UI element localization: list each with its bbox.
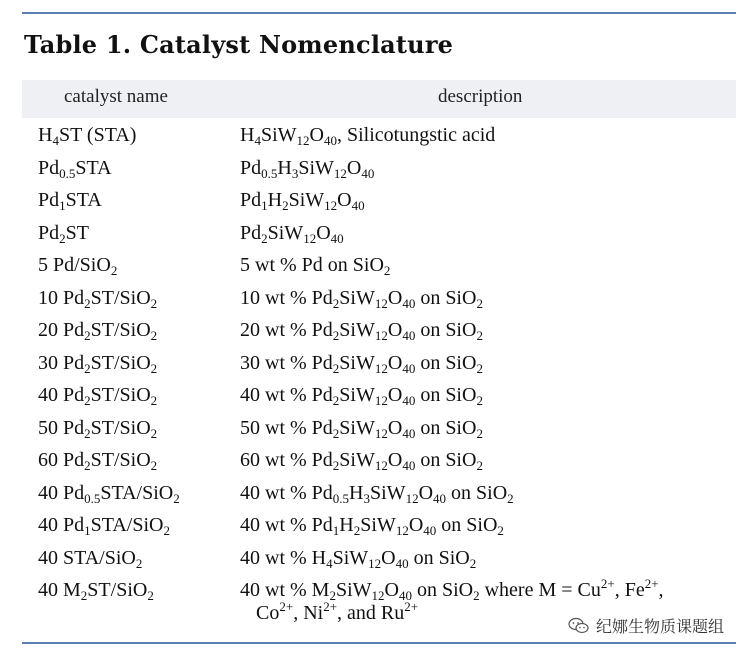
description-cell: 10 wt % $Pd_2SiW_{12}O_{40}$ on SiO$_2$ bbox=[240, 286, 483, 311]
catalyst-name-cell: $Pd_{0.5}STA$ bbox=[38, 156, 112, 181]
table-row bbox=[0, 187, 750, 219]
description-cell: 60 wt % $Pd_2SiW_{12}O_{40}$ on SiO$_2$ bbox=[240, 449, 483, 473]
watermark-text: 纪娜生物质课题组 bbox=[595, 617, 724, 636]
description-cell: 30 wt % $Pd_2SiW_{12}O_{40}$ on SiO$_2$ bbox=[240, 351, 483, 376]
catalyst-name-cell: $H_4ST$ (STA) bbox=[38, 124, 137, 148]
description-cell: $Pd_{0.5}H_3SiW_{12}O_{40}$ bbox=[240, 156, 375, 181]
table-row bbox=[0, 512, 750, 544]
description-cell: $Pd_1H_2SiW_{12}O_{40}$ bbox=[240, 189, 365, 213]
catalyst-name-cell: $Pd_2ST$ bbox=[38, 221, 89, 246]
catalyst-name-cell: 20 $Pd_2ST/SiO_2$ bbox=[38, 319, 158, 343]
watermark bbox=[564, 612, 728, 639]
description-cell: 40 wt % $Pd_2SiW_{12}O_{40}$ on SiO$_2$ bbox=[240, 384, 483, 408]
table-row bbox=[0, 447, 750, 479]
description-cell-continuation: $Co^{2+}$, $Ni^{2+}$, and $Ru^{2+}$ bbox=[256, 599, 419, 624]
description-cell: 5 wt % Pd on SiO$_2$ bbox=[240, 254, 391, 278]
catalyst-name-cell: 40 $M_2ST/SiO_2$ bbox=[38, 579, 154, 603]
table-title: Table 1. Catalyst Nomenclature bbox=[24, 30, 454, 59]
catalyst-name-cell: 40 $Pd_2ST/SiO_2$ bbox=[38, 384, 158, 408]
table-row bbox=[0, 252, 750, 284]
table-row bbox=[0, 285, 750, 317]
catalyst-name-cell: 40 $Pd_{0.5}STA/SiO_2$ bbox=[38, 481, 180, 506]
table-row bbox=[0, 350, 750, 382]
description-cell: 40 wt % $Pd_{0.5}H_3SiW_{12}O_{40}$ on SiO$_2$ bbox=[240, 481, 514, 506]
table-row bbox=[0, 155, 750, 187]
table-row bbox=[0, 480, 750, 512]
table-row bbox=[0, 220, 750, 252]
description-cell: $Pd_2SiW_{12}O_{40}$ bbox=[240, 221, 344, 246]
description-cell: 20 wt % $Pd_2SiW_{12}O_{40}$ on SiO$_2$ bbox=[240, 319, 483, 343]
table-row bbox=[0, 122, 750, 154]
column-header-catalyst-name: catalyst name bbox=[64, 86, 168, 107]
table-row bbox=[0, 415, 750, 447]
top-rule bbox=[22, 12, 736, 14]
table-row bbox=[0, 382, 750, 414]
table-row bbox=[0, 545, 750, 577]
description-cell: 40 wt % $H_4SiW_{12}O_{40}$ on SiO$_2$ bbox=[240, 546, 477, 571]
description-cell: $H_4SiW_{12}O_{40}$, Silicotungstic acid bbox=[240, 124, 496, 148]
description-cell: 40 wt % $M_2SiW_{12}O_{40}$ on SiO$_2$ where $M = Cu^{2+}$, $Fe^{2+}$, bbox=[240, 576, 664, 603]
catalyst-name-cell: 40 STA/SiO$_2$ bbox=[38, 546, 143, 571]
catalyst-name-cell: 30 $Pd_2ST/SiO_2$ bbox=[38, 351, 158, 376]
catalyst-name-cell: 10 $Pd_2ST/SiO_2$ bbox=[38, 286, 158, 311]
catalyst-name-cell: 50 $Pd_2ST/SiO_2$ bbox=[38, 416, 158, 441]
column-header-description: description bbox=[438, 86, 523, 107]
wechat-icon bbox=[568, 617, 590, 635]
table-row bbox=[0, 317, 750, 349]
catalyst-name-cell: $Pd_1STA$ bbox=[38, 189, 102, 213]
catalyst-name-cell: 5 Pd/SiO$_2$ bbox=[38, 254, 118, 278]
bottom-rule bbox=[22, 642, 736, 644]
catalyst-name-cell: 60 $Pd_2ST/SiO_2$ bbox=[38, 449, 158, 473]
catalyst-name-cell: 40 $Pd_1STA/SiO_2$ bbox=[38, 514, 170, 538]
description-cell: 40 wt % $Pd_1H_2SiW_{12}O_{40}$ on SiO$_2$ bbox=[240, 514, 504, 538]
description-cell: 50 wt % $Pd_2SiW_{12}O_{40}$ on SiO$_2$ bbox=[240, 416, 483, 441]
